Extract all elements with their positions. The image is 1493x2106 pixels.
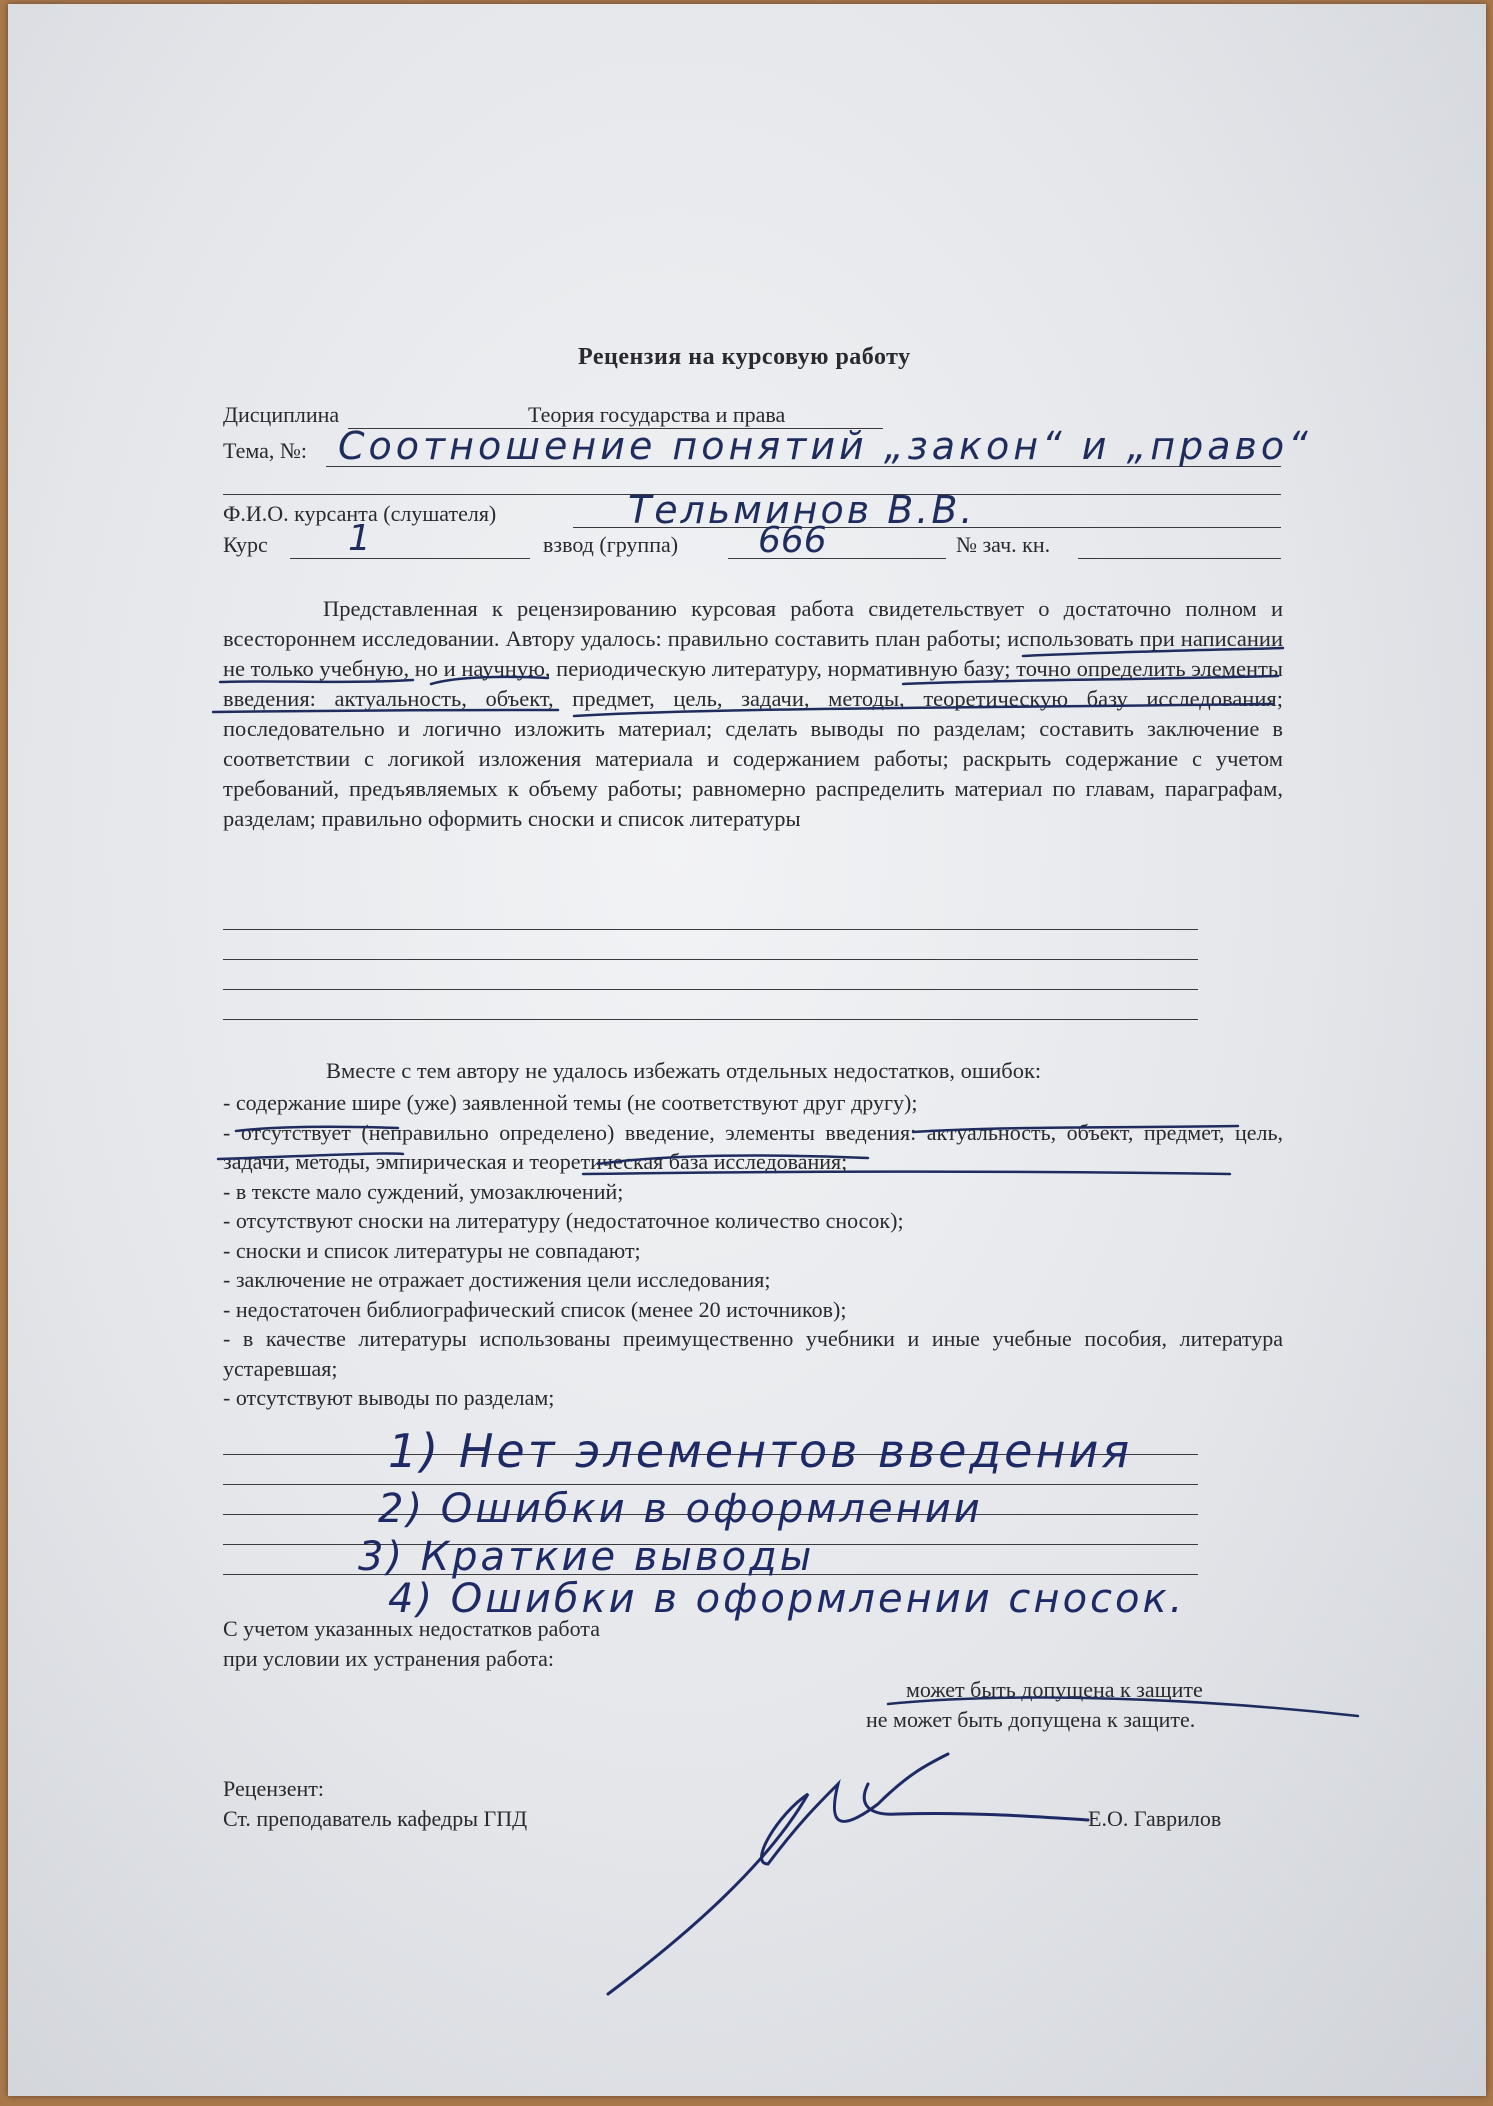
shortcoming-item: - сноски и список литературы не совпадают;: [223, 1237, 641, 1263]
shortcoming-item: - в тексте мало суждений, умозаключений;: [223, 1178, 624, 1204]
option-may-not-be-admitted: не может быть допущена к защите.: [866, 1707, 1196, 1732]
document-title: Рецензия на курсовую работу: [578, 344, 911, 370]
name-value: Тельминов В.В.: [628, 488, 976, 532]
underline: [236, 1127, 398, 1131]
ink-marks: [8, 4, 1486, 2096]
option-may-be-admitted: может быть допущена к защите: [906, 1677, 1203, 1702]
shortcoming-item: - отсутствует (неправильно определено) введение, элементы введения: актуальность, объект, предмет, цель, задачи, методы, эмпирическая и теоретическая база исследования;: [223, 1119, 1283, 1174]
reviewer-label: Рецензент:: [223, 1776, 324, 1801]
topic-value: Соотношение понятий „закон“ и „право“: [338, 424, 1312, 468]
topic-label: Тема, №:: [223, 438, 308, 463]
course-label: Курс: [223, 532, 268, 557]
shortcoming-item: - заключение не отражает достижения цели исследования;: [223, 1267, 771, 1292]
positive-text: Представленная к рецензированию курсовая работа свидетельствует о достаточно полном и всестороннем исследовании. Автору удалось: правильно составить план работы; использовать при написании не только учебную, но и научную, периодическую литературу, нормативную базу; точно определить элементы введения: актуальность, объект, предмет, цель, задачи, методы, теоретическую базу исследования; последовательно и логично изложить материал; сделать выводы по разделам; составить заключение в соответствии с логикой изложения материала и содержанием работы; раскрыть содержание с учетом требований, предъявляемых к объему работы; равномерно распределить материал по главам, параграфам, разделам; правильно оформить сноски и список литературы: [223, 596, 1283, 831]
conclusion-line2: при условии их устранения работа:: [223, 1646, 555, 1671]
record-label: № зач. кн.: [956, 532, 1051, 557]
underline: [888, 1698, 1358, 1716]
course-value: 1: [348, 518, 371, 559]
shortcoming-item: - содержание шире (уже) заявленной темы (не соответствуют друг другу);: [223, 1090, 918, 1115]
underline: [903, 676, 1278, 684]
underline: [218, 1126, 1238, 1164]
underline: [220, 677, 548, 684]
shortcoming-item: - отсутствуют сноски на литературу (недостаточное количество сносок);: [223, 1208, 904, 1233]
discipline-label: Дисциплина: [223, 402, 340, 427]
underline: [1023, 648, 1283, 656]
shortcoming-item: - отсутствуют выводы по разделам;: [223, 1385, 555, 1410]
conclusion-line1: С учетом указанных недостатков работа: [223, 1616, 600, 1641]
reviewer-position: Ст. преподаватель кафедры ГПД: [223, 1806, 528, 1831]
shortcoming-item: - в качестве литературы использованы преимущественно учебники и иные учебные пособия, литература устаревшая;: [223, 1326, 1283, 1381]
underline: [213, 704, 1273, 716]
handwritten-note: 4) Ошибки в оформлении сносок.: [388, 1576, 1186, 1622]
handwritten-note: 1) Нет элементов введения: [388, 1424, 1133, 1478]
underline: [583, 1172, 1230, 1174]
handwritten-note: 2) Ошибки в оформлении: [378, 1486, 983, 1532]
platoon-label: взвод (группа): [543, 532, 679, 557]
shortcomings-intro: Вместе с тем автору не удалось избежать отдельных недостатков, ошибок:: [326, 1058, 1042, 1083]
platoon-value: 666: [758, 520, 827, 561]
document-sheet: [8, 4, 1486, 2096]
name-label: Ф.И.О. курсанта (слушателя): [223, 501, 497, 526]
handwritten-note: 3) Краткие выводы: [358, 1534, 815, 1580]
discipline-value: Теория государства и права: [528, 402, 786, 427]
signature-icon: [608, 1754, 1088, 1994]
shortcoming-item: - недостаточен библиографический список (менее 20 источников);: [223, 1296, 847, 1322]
reviewer-name: Е.О. Гаврилов: [1088, 1806, 1222, 1831]
